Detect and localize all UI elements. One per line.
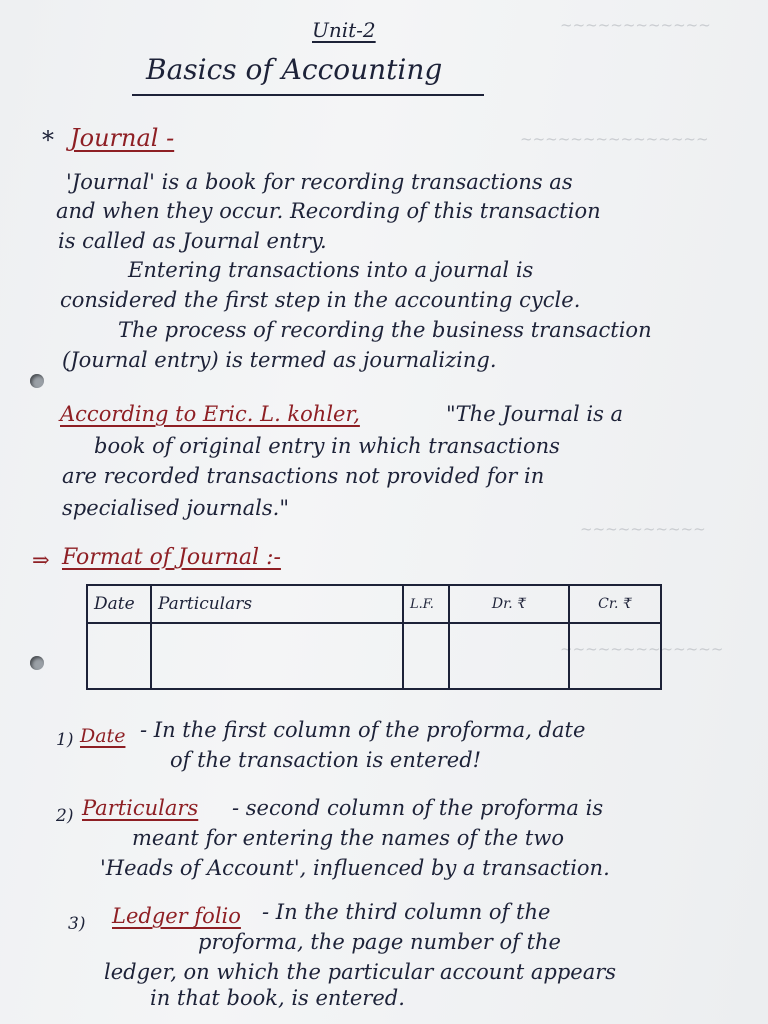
point-text: - second column of the proforma is [232,796,604,820]
point-text: 'Heads of Account', influenced by a transaction. [100,856,610,880]
point-number: 3) [68,914,86,934]
term-particulars: Particulars [82,796,199,820]
paragraph-line: and when they occur. Recording of this transaction [56,199,601,223]
quote-line: book of original entry in which transactions [94,434,560,458]
paragraph-line: (Journal entry) is termed as journalizing. [62,348,497,372]
table-header-row [87,585,661,623]
page-title: Basics of Accounting [146,53,443,86]
section-heading-format: Format of Journal :- [62,545,281,570]
point-number: 1) [56,730,74,750]
bleed-through: ~~~~~~~~~~ [580,520,706,538]
arrow-bullet-icon: ⇒ [32,548,50,572]
column-header-date: Date [87,585,151,623]
point-text: - In the third column of the [262,900,551,924]
section-heading-journal: Journal - [70,124,175,152]
column-header-lf: L.F. [403,585,449,623]
paragraph-line: Entering transactions into a journal is [128,258,534,282]
term-date: Date [80,725,126,747]
binder-hole [30,656,44,670]
paragraph-line: considered the first step in the accounting cycle. [60,288,581,312]
point-text: in that book, is entered. [150,986,405,1010]
column-header-particulars: Particulars [151,585,403,623]
journal-format-table [86,584,662,690]
quote-attribution: According to Eric. L. kohler, [60,402,360,426]
table-row-empty [87,623,661,689]
point-number: 2) [56,806,74,826]
unit-label: Unit-2 [312,18,376,42]
paragraph-line: 'Journal' is a book for recording transactions as [66,170,573,194]
bleed-through: ~~~~~~~~~~~~ [560,16,711,34]
point-text: proforma, the page number of the [198,930,561,954]
point-text: of the transaction is entered! [170,748,482,772]
asterisk-bullet: * [42,126,54,154]
point-text: meant for entering the names of the two [132,826,564,850]
bleed-through: ~~~~~~~~~~~~~ [560,640,724,658]
quote-line: "The Journal is a [446,402,624,426]
paragraph-line: is called as Journal entry. [58,229,327,253]
title-underline [132,94,484,96]
column-header-credit: Cr. ₹ [569,585,661,623]
column-header-debit: Dr. ₹ [449,585,569,623]
point-text: ledger, on which the particular account appears [104,960,617,984]
quote-line: specialised journals." [62,496,289,520]
point-text: - In the first column of the proforma, date [140,718,586,742]
binder-hole [30,374,44,388]
paragraph-line: The process of recording the business transaction [118,318,652,342]
quote-line: are recorded transactions not provided for in [62,464,545,488]
term-ledger-folio: Ledger folio [112,904,241,928]
bleed-through: ~~~~~~~~~~~~~~~ [520,130,709,148]
